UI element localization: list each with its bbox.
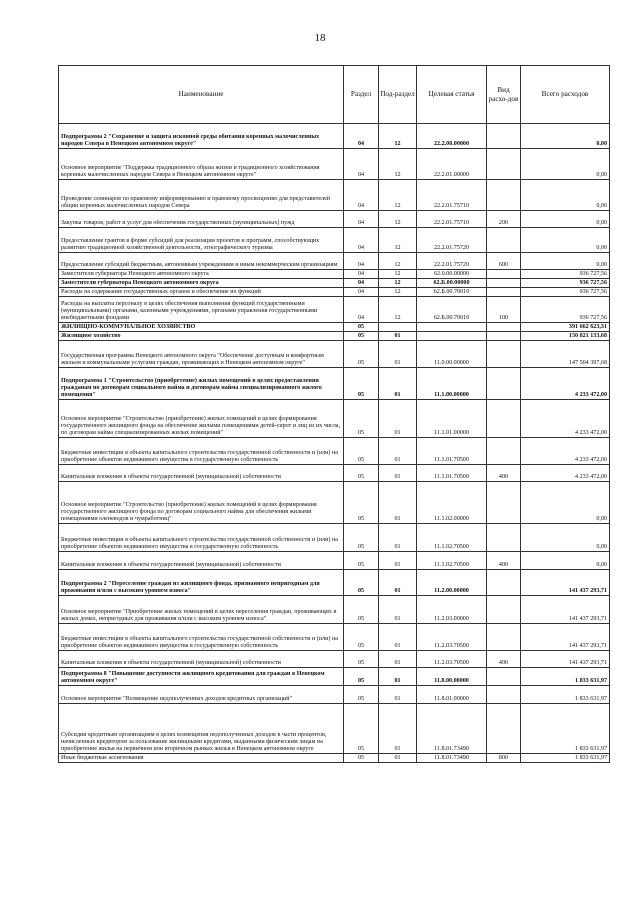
cell-cs: 11.8.01.73490 [417, 754, 487, 763]
cell-rz: 05 [344, 332, 379, 341]
table-row [59, 596, 610, 624]
cell-pr: 01 [379, 754, 417, 763]
col-header-total: Всего расходов [521, 66, 610, 124]
cell-vr [487, 323, 521, 332]
cell-sum: 0,00 [521, 524, 610, 552]
cell-rz: 04 [344, 124, 379, 149]
table-row [59, 288, 610, 297]
cell-name: Подпрограмма 2 "Сохранение и защита исконной среды обитания коренных малочисленных народов Севера в Ненецком автономном округе" [59, 124, 344, 149]
cell-sum: 147 504 397,68 [521, 341, 610, 368]
cell-rz: 04 [344, 149, 379, 180]
cell-vr [487, 180, 521, 211]
cell-name: ЖИЛИЩНО-КОММУНАЛЬНОЕ ХОЗЯЙСТВО [59, 323, 344, 332]
cell-sum: 150 821 133,68 [521, 332, 610, 341]
cell-name: Бюджетные инвестиции в объекты капитального строительства государственной собственности и (или) на приобретение объектов недвижимого имущества в государственную собственность [59, 438, 344, 465]
col-header-name: Наименование [59, 66, 344, 124]
cell-pr: 01 [379, 524, 417, 552]
table-row [59, 211, 610, 228]
col-header-exptype: Вид расхо-дов [487, 66, 521, 124]
cell-rz: 05 [344, 651, 379, 668]
table-row [59, 465, 610, 482]
cell-cs: 11.1.00.00000 [417, 368, 487, 400]
cell-rz: 05 [344, 524, 379, 552]
cell-pr: 12 [379, 228, 417, 253]
cell-cs [417, 332, 487, 341]
cell-sum: 1 833 631,97 [521, 686, 610, 704]
cell-rz: 04 [344, 270, 379, 279]
cell-vr [487, 400, 521, 438]
cell-name: Основное мероприятие "Строительство (приобретение) жилых помещений в целях формирования государственного жилищного фонда на обеспечение жилыми помещениями детей-сирот и лиц из их числа, по договорам найма специализированных жилых помещений" [59, 400, 344, 438]
cell-cs: 11.0.00.00000 [417, 341, 487, 368]
cell-sum: 391 662 623,31 [521, 323, 610, 332]
cell-name: Капитальные вложения в объекты государственной (муниципальной) собственности [59, 465, 344, 482]
cell-pr: 01 [379, 596, 417, 624]
table-row [59, 297, 610, 323]
cell-vr: 600 [487, 253, 521, 270]
cell-cs: 11.2.03.70500 [417, 624, 487, 651]
cell-cs: 11.8.01.00000 [417, 686, 487, 704]
table-row [59, 704, 610, 754]
cell-cs [417, 323, 487, 332]
cell-cs: 11.1.01.00000 [417, 400, 487, 438]
cell-name: Расходы на выплаты персоналу в целях обеспечения выполнения функций государственными (муниципальными) органами, казенными учреждениями, органами управления государственными внебюджетными фондами [59, 297, 344, 323]
cell-rz: 04 [344, 288, 379, 297]
cell-cs: 22.2.00.00000 [417, 124, 487, 149]
cell-name: Заместители губернатора Ненецкого автономного округа [59, 270, 344, 279]
table-row [59, 524, 610, 552]
cell-rz: 05 [344, 704, 379, 754]
cell-rz: 05 [344, 400, 379, 438]
cell-name: Бюджетные инвестиции в объекты капитального строительства государственной собственности и (или) на приобретение объектов недвижимого имущества в государственную собственность [59, 524, 344, 552]
cell-cs: 11.1.01.70500 [417, 465, 487, 482]
table-row [59, 332, 610, 341]
table-row [59, 651, 610, 668]
cell-name: Предоставление грантов в форме субсидий для реализации проектов и программ, способствующих развитию традиционной хозяйственной деятельности, этнографического туризма [59, 228, 344, 253]
cell-vr [487, 270, 521, 279]
cell-cs: 11.1.02.00000 [417, 482, 487, 524]
cell-vr [487, 124, 521, 149]
table-row [59, 570, 610, 596]
cell-rz: 04 [344, 279, 379, 288]
table-row [59, 341, 610, 368]
cell-name: Закупка товаров, работ и услуг для обеспечения государственных (муниципальных) нужд [59, 211, 344, 228]
cell-sum: 936 727,56 [521, 297, 610, 323]
cell-cs: 22.2.01.75720 [417, 228, 487, 253]
cell-pr: 12 [379, 253, 417, 270]
cell-cs: 62.Б.00.70010 [417, 297, 487, 323]
cell-sum: 936 727,56 [521, 279, 610, 288]
table-row [59, 270, 610, 279]
cell-cs: 11.1.02.70500 [417, 524, 487, 552]
cell-pr: 01 [379, 704, 417, 754]
cell-sum: 0,00 [521, 253, 610, 270]
cell-sum: 0,00 [521, 211, 610, 228]
table-row [59, 624, 610, 651]
cell-cs: 11.2.03.70500 [417, 651, 487, 668]
expenditure-table [58, 65, 610, 763]
cell-vr [487, 704, 521, 754]
table-row [59, 279, 610, 288]
cell-sum: 0,00 [521, 228, 610, 253]
cell-name: Предоставление субсидий бюджетным, автономным учреждениям и иным некоммерческим организациям [59, 253, 344, 270]
cell-vr: 800 [487, 754, 521, 763]
table-row [59, 149, 610, 180]
cell-vr: 400 [487, 552, 521, 570]
cell-name: Подпрограмма 1 "Строительство (приобретение) жилых помещений в целях предоставления гражданам по договорам социального найма и договорам найма специализированного жилого помещения" [59, 368, 344, 400]
cell-name: Основное мероприятие "Приобретение жилых помещений в целях переселения граждан, проживающих в жилых домах, непригодных для проживания и/или с высоким уровнем износа" [59, 596, 344, 624]
table-row [59, 180, 610, 211]
cell-cs: 62.Б.00.00000 [417, 279, 487, 288]
cell-pr: 01 [379, 465, 417, 482]
cell-cs: 11.8.01.73490 [417, 704, 487, 754]
cell-sum: 0,00 [521, 482, 610, 524]
col-header-section: Раздел [344, 66, 379, 124]
cell-vr: 400 [487, 465, 521, 482]
cell-vr: 100 [487, 297, 521, 323]
page-number: 18 [314, 32, 326, 44]
cell-vr [487, 668, 521, 686]
cell-sum: 141 437 293,71 [521, 596, 610, 624]
table-row [59, 323, 610, 332]
cell-pr: 12 [379, 270, 417, 279]
cell-pr: 01 [379, 552, 417, 570]
cell-name: Подпрограмма 2 "Переселение граждан из жилищного фонда, признанного непригодным для проживания и/или с высоким уровнем износа" [59, 570, 344, 596]
cell-vr [487, 288, 521, 297]
cell-sum: 4 233 472,00 [521, 465, 610, 482]
cell-rz: 05 [344, 668, 379, 686]
cell-cs: 11.2.03.00000 [417, 596, 487, 624]
cell-pr: 01 [379, 341, 417, 368]
cell-sum: 936 727,56 [521, 270, 610, 279]
cell-pr: 01 [379, 624, 417, 651]
cell-pr: 12 [379, 124, 417, 149]
cell-rz: 04 [344, 180, 379, 211]
cell-name: Основное мероприятие "Возмещение недополученных доходов кредитных организаций" [59, 686, 344, 704]
cell-vr [487, 596, 521, 624]
cell-pr: 12 [379, 279, 417, 288]
cell-cs: 22.2.01.75710 [417, 211, 487, 228]
cell-vr [487, 332, 521, 341]
cell-pr: 01 [379, 438, 417, 465]
cell-vr [487, 570, 521, 596]
cell-sum: 141 437 293,71 [521, 651, 610, 668]
cell-name: Капитальные вложения в объекты государственной (муниципальной) собственности [59, 552, 344, 570]
table-row [59, 438, 610, 465]
cell-cs: 11.8.00.00000 [417, 668, 487, 686]
cell-pr: 01 [379, 668, 417, 686]
cell-name: Расходы на содержание государственных органов и обеспечение их функций [59, 288, 344, 297]
cell-pr: 12 [379, 288, 417, 297]
cell-name: Подпрограмма 8 "Повышение доступности жилищного кредитования для граждан в Ненецком автономном округе" [59, 668, 344, 686]
table-row [59, 400, 610, 438]
cell-rz: 05 [344, 438, 379, 465]
cell-pr: 01 [379, 368, 417, 400]
cell-rz: 05 [344, 624, 379, 651]
cell-rz: 04 [344, 253, 379, 270]
cell-name: Основное мероприятие "Поддержка традиционного образа жизни и традиционного хозяйствования коренных малочисленных народов Севера в Ненецком автономном округе" [59, 149, 344, 180]
cell-vr [487, 438, 521, 465]
cell-sum: 1 833 631,97 [521, 668, 610, 686]
cell-vr [487, 279, 521, 288]
cell-name: Государственная программа Ненецкого автономного округа "Обеспечение доступным и комфортным жильем и коммунальными услугами граждан, проживающих в Ненецком автономном округе" [59, 341, 344, 368]
cell-pr [379, 323, 417, 332]
cell-name: Иные бюджетные ассигнования [59, 754, 344, 763]
cell-pr: 12 [379, 211, 417, 228]
cell-pr: 01 [379, 686, 417, 704]
cell-pr: 01 [379, 570, 417, 596]
cell-name: Субсидии кредитным организациям в целях возмещения недополученных доходов в части процентов, начисленных кредитором за пользование жилищными кредитами, выданными физическим лицам на приобретение жилья на первичном или вторичном рынках жилья в Ненецком автономном округе [59, 704, 344, 754]
cell-cs: 22.2.01.75710 [417, 180, 487, 211]
cell-cs: 11.1.02.70500 [417, 552, 487, 570]
cell-pr: 01 [379, 400, 417, 438]
cell-sum: 4 233 472,00 [521, 438, 610, 465]
cell-pr: 01 [379, 482, 417, 524]
cell-vr [487, 482, 521, 524]
cell-sum: 141 437 293,71 [521, 570, 610, 596]
cell-sum: 0,00 [521, 180, 610, 211]
cell-name: Капитальные вложения в объекты государственной (муниципальной) собственности [59, 651, 344, 668]
cell-rz: 04 [344, 228, 379, 253]
cell-vr [487, 341, 521, 368]
cell-sum: 4 233 472,00 [521, 400, 610, 438]
col-header-subsection: Под-раздел [379, 66, 417, 124]
cell-sum: 936 727,56 [521, 288, 610, 297]
cell-vr [487, 624, 521, 651]
cell-sum: 0,00 [521, 149, 610, 180]
cell-rz: 05 [344, 754, 379, 763]
cell-sum: 0,00 [521, 552, 610, 570]
table-row [59, 368, 610, 400]
cell-vr [487, 368, 521, 400]
cell-name: Проведение семинаров по правовому информированию и правовому просвещению для представителей общин коренных малочисленных народов Севера [59, 180, 344, 211]
cell-rz: 05 [344, 686, 379, 704]
table-row [59, 124, 610, 149]
cell-vr: 400 [487, 651, 521, 668]
cell-rz: 05 [344, 323, 379, 332]
col-header-target: Целевая статья [417, 66, 487, 124]
cell-rz: 05 [344, 482, 379, 524]
cell-sum: 141 437 293,71 [521, 624, 610, 651]
table-row [59, 754, 610, 763]
cell-cs: 11.2.00.00000 [417, 570, 487, 596]
cell-name: Бюджетные инвестиции в объекты капитального строительства государственной собственности и (или) на приобретение объектов недвижимого имущества в государственную собственность [59, 624, 344, 651]
cell-vr [487, 686, 521, 704]
cell-vr: 200 [487, 211, 521, 228]
table-row [59, 482, 610, 524]
cell-rz: 05 [344, 368, 379, 400]
table-row [59, 668, 610, 686]
cell-sum: 1 833 631,97 [521, 754, 610, 763]
cell-rz: 05 [344, 552, 379, 570]
cell-pr: 01 [379, 332, 417, 341]
cell-name: Жилищное хозяйство [59, 332, 344, 341]
table-header-row [59, 66, 610, 124]
cell-pr: 12 [379, 297, 417, 323]
cell-name: Заместители губернатора Ненецкого автономного округа [59, 279, 344, 288]
table-row [59, 686, 610, 704]
cell-vr [487, 228, 521, 253]
cell-sum: 4 233 472,00 [521, 368, 610, 400]
cell-pr: 12 [379, 180, 417, 211]
cell-rz: 05 [344, 570, 379, 596]
table-row [59, 253, 610, 270]
table-row [59, 552, 610, 570]
cell-cs: 11.1.01.70500 [417, 438, 487, 465]
cell-rz: 04 [344, 297, 379, 323]
table-row [59, 228, 610, 253]
cell-cs: 22.2.01.00000 [417, 149, 487, 180]
cell-name: Основное мероприятие "Строительство (приобретение) жилых помещений в целях формирования государственного жилищного фонда по договорам социального найма для обеспечения жилыми помещениями оленеводов и чумработниц" [59, 482, 344, 524]
cell-rz: 05 [344, 465, 379, 482]
cell-vr [487, 149, 521, 180]
cell-sum: 0,00 [521, 124, 610, 149]
cell-rz: 05 [344, 341, 379, 368]
cell-sum: 1 833 631,97 [521, 704, 610, 754]
cell-vr [487, 524, 521, 552]
cell-rz: 05 [344, 596, 379, 624]
cell-rz: 04 [344, 211, 379, 228]
cell-pr: 12 [379, 149, 417, 180]
cell-cs: 62.0.00.00000 [417, 270, 487, 279]
cell-cs: 62.Б.00.70010 [417, 288, 487, 297]
cell-pr: 01 [379, 651, 417, 668]
cell-cs: 22.2.01.75720 [417, 253, 487, 270]
